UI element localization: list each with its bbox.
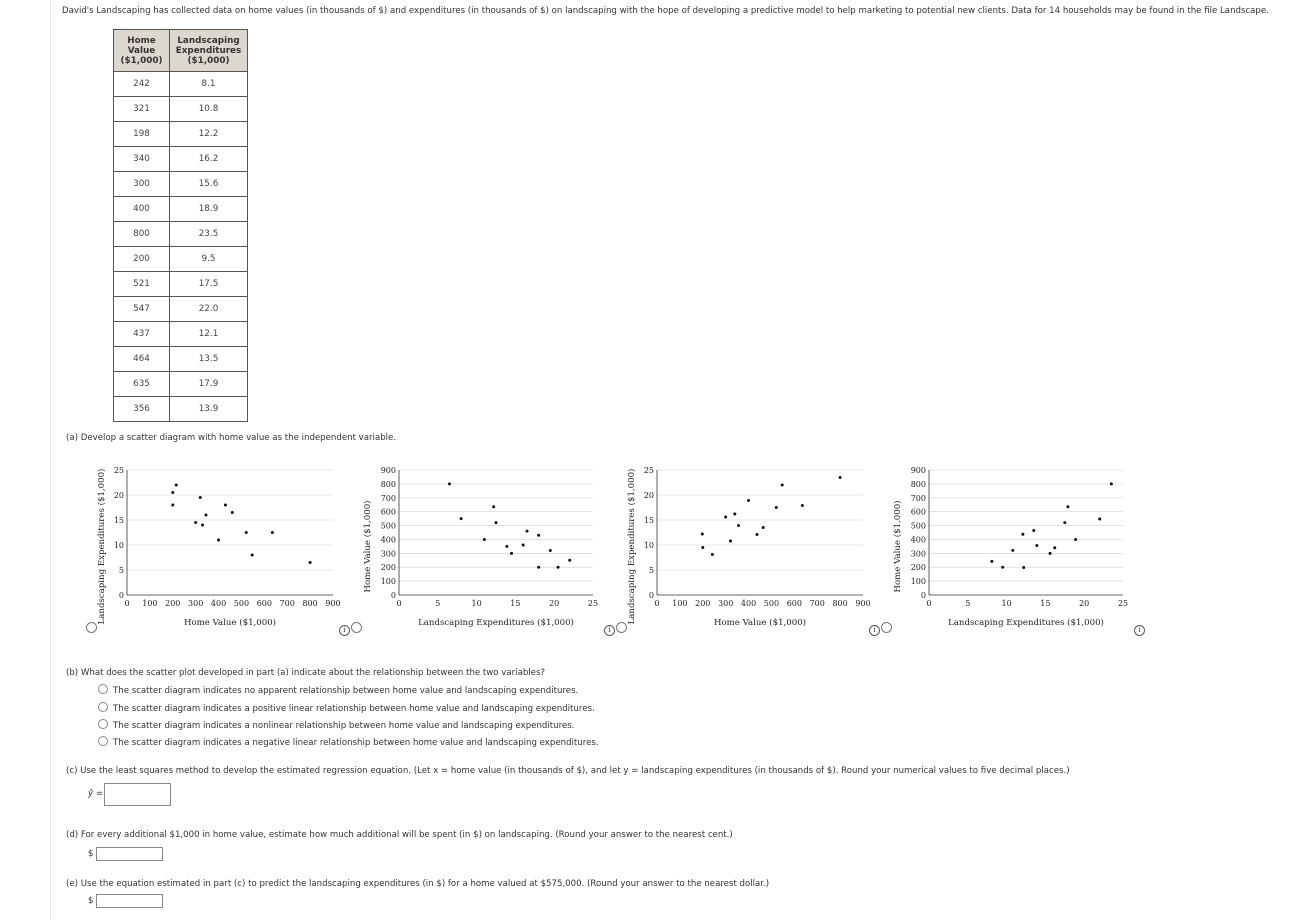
table-row — [114, 97, 248, 122]
expenditure-cell: 13.5 — [170, 347, 248, 372]
data-point — [711, 553, 714, 556]
scatter-chart-4 — [886, 462, 1136, 634]
x-tick-label: 100 — [142, 599, 158, 608]
x-tick-label: 15 — [1040, 599, 1051, 608]
y-axis-label: Home Value ($1,000) — [363, 500, 373, 593]
scatter-chart-2 — [356, 462, 606, 634]
radio-icon[interactable] — [98, 719, 108, 729]
chart-3-info-icon[interactable]: i — [869, 625, 880, 636]
x-tick-label: 20 — [549, 599, 560, 608]
data-point — [1074, 538, 1077, 541]
x-axis-label: Home Value ($1,000) — [713, 618, 807, 628]
x-tick-label: 0 — [654, 599, 660, 608]
x-tick-label: 10 — [471, 599, 482, 608]
part-d-question: (d) For every additional $1,000 in home value, estimate how much additional will be spent (in $) on landscaping. (Round your answer to the nearest cent.) — [66, 830, 733, 840]
chart-4-radio[interactable] — [881, 622, 892, 633]
expenditure-cell: 18.9 — [170, 197, 248, 222]
data-point — [194, 521, 197, 524]
data-point — [204, 514, 207, 517]
x-tick-label: 5 — [965, 599, 971, 608]
radio-icon[interactable] — [98, 736, 108, 746]
y-tick-label: 10 — [113, 541, 124, 550]
data-point — [448, 482, 451, 485]
home-value-cell: 242 — [114, 72, 170, 97]
x-tick-label: 300 — [718, 599, 734, 608]
home-value-cell: 321 — [114, 97, 170, 122]
y-tick-label: 200 — [380, 563, 396, 573]
option-negative-linear[interactable]: The scatter diagram indicates a negative linear relationship between home value and landscaping expenditures. — [98, 736, 599, 748]
x-tick-label: 15 — [510, 599, 521, 608]
x-tick-label: 25 — [587, 599, 599, 608]
data-point — [492, 505, 495, 508]
radio-icon[interactable] — [98, 684, 108, 694]
table-row — [114, 172, 248, 197]
y-tick-label: 100 — [910, 577, 926, 587]
x-tick-label: 10 — [1001, 599, 1012, 608]
y-tick-label: 200 — [910, 563, 926, 573]
y-tick-label: 0 — [118, 591, 124, 600]
x-axis-label: Home Value ($1,000) — [183, 618, 277, 628]
header-home-value: Home Value ($1,000) — [114, 30, 170, 72]
chart-4-info-icon[interactable]: i — [1134, 625, 1145, 636]
table-row — [114, 222, 248, 247]
y-tick-label: 400 — [380, 535, 396, 545]
y-tick-label: 900 — [380, 466, 396, 475]
x-tick-label: 700 — [809, 599, 825, 608]
data-point — [701, 533, 704, 536]
table-body — [114, 72, 248, 422]
data-point — [537, 534, 540, 537]
additional-spend-input[interactable] — [96, 847, 163, 861]
table-row — [114, 322, 248, 347]
data-point — [781, 484, 784, 487]
data-point — [460, 517, 463, 520]
data-point — [724, 516, 727, 519]
y-tick-label: 300 — [380, 549, 396, 559]
home-value-cell: 340 — [114, 147, 170, 172]
data-point — [505, 545, 508, 548]
y-tick-label: 600 — [380, 507, 396, 517]
table-row — [114, 297, 248, 322]
x-tick-label: 400 — [740, 599, 757, 608]
part-a-question: (a) Develop a scatter diagram with home value as the independent variable. — [66, 433, 397, 443]
table-row — [114, 247, 248, 272]
expenditure-cell: 8.1 — [170, 72, 248, 97]
y-axis-label: Landscaping Expenditures ($1,000) — [97, 468, 107, 625]
expenditure-cell: 22.0 — [170, 297, 248, 322]
home-value-cell: 198 — [114, 122, 170, 147]
x-tick-label: 600 — [256, 599, 272, 608]
home-value-cell: 400 — [114, 197, 170, 222]
part-c-question: (c) Use the least squares method to develop the estimated regression equation. (Let x = home value (in thousands of $), and let y = landscaping expenditures (in thousands of $). Round your numerical values to five decimal places.) — [66, 766, 1070, 776]
table-row — [114, 397, 248, 422]
data-point — [701, 546, 704, 549]
x-tick-label: 900 — [855, 599, 871, 608]
x-tick-label: 700 — [279, 599, 295, 608]
y-tick-label: 5 — [118, 566, 124, 575]
data-point — [1001, 566, 1004, 569]
data-point — [990, 560, 993, 563]
y-tick-label: 300 — [910, 549, 926, 559]
data-point — [510, 552, 513, 555]
yhat-label: ŷ = — [88, 789, 104, 799]
x-tick-label: 300 — [188, 599, 204, 608]
data-point — [557, 566, 560, 569]
x-tick-label: 800 — [832, 599, 848, 608]
home-value-cell: 547 — [114, 297, 170, 322]
home-value-cell: 800 — [114, 222, 170, 247]
chart-1-info-icon[interactable]: i — [339, 625, 350, 636]
y-tick-label: 10 — [643, 541, 654, 550]
table-row — [114, 72, 248, 97]
radio-icon[interactable] — [98, 702, 108, 712]
expenditure-cell: 23.5 — [170, 222, 248, 247]
x-tick-label: 200 — [165, 599, 181, 608]
y-tick-label: 700 — [380, 493, 396, 503]
data-point — [747, 499, 750, 502]
regression-equation-input[interactable] — [104, 783, 171, 806]
data-point — [537, 566, 540, 569]
data-point — [1022, 566, 1025, 569]
home-value-cell: 635 — [114, 372, 170, 397]
y-tick-label: 400 — [910, 535, 926, 545]
chart-2-radio[interactable] — [351, 622, 362, 633]
table-row — [114, 372, 248, 397]
data-point — [1063, 521, 1066, 524]
home-value-cell: 300 — [114, 172, 170, 197]
data-point — [231, 511, 234, 514]
expenditure-cell: 16.2 — [170, 147, 248, 172]
data-point — [839, 476, 842, 479]
x-tick-label: 600 — [786, 599, 802, 608]
y-tick-label: 0 — [390, 591, 396, 600]
data-point — [762, 526, 765, 529]
data-point — [1110, 482, 1113, 485]
y-tick-label: 100 — [380, 577, 396, 587]
home-value-cell: 200 — [114, 247, 170, 272]
option-no-relationship[interactable]: The scatter diagram indicates no apparent relationship between home value and landscaping expenditures. — [98, 684, 578, 696]
prediction-input[interactable] — [96, 894, 163, 908]
left-rule — [50, 0, 51, 920]
data-point — [483, 538, 486, 541]
x-tick-label: 25 — [1117, 599, 1129, 608]
data-point — [737, 524, 740, 527]
y-tick-label: 900 — [910, 466, 926, 475]
y-tick-label: 20 — [643, 491, 654, 500]
data-point — [733, 513, 736, 516]
expenditure-cell: 15.6 — [170, 172, 248, 197]
home-value-cell: 356 — [114, 397, 170, 422]
y-axis-label: Landscaping Expenditures ($1,000) — [627, 468, 637, 625]
y-tick-label: 500 — [910, 521, 926, 531]
data-table — [113, 29, 248, 422]
x-tick-label: 500 — [233, 599, 250, 608]
chart-3-radio[interactable] — [616, 622, 627, 633]
x-tick-label: 0 — [124, 599, 130, 608]
y-tick-label: 500 — [380, 521, 396, 531]
data-point — [251, 554, 254, 557]
expenditure-cell: 10.8 — [170, 97, 248, 122]
table-row — [114, 147, 248, 172]
data-point — [224, 504, 227, 507]
table-row — [114, 197, 248, 222]
y-tick-label: 800 — [910, 479, 926, 489]
x-tick-label: 20 — [1079, 599, 1090, 608]
x-tick-label: 100 — [672, 599, 688, 608]
data-point — [549, 549, 552, 552]
data-point — [1053, 546, 1056, 549]
x-tick-label: 800 — [302, 599, 318, 608]
expenditure-cell: 9.5 — [170, 247, 248, 272]
x-tick-label: 0 — [396, 599, 402, 608]
data-point — [1049, 552, 1052, 555]
expenditure-cell: 13.9 — [170, 397, 248, 422]
data-point — [175, 484, 178, 487]
option-nonlinear[interactable]: The scatter diagram indicates a nonlinear relationship between home value and landscaping expenditures. — [98, 719, 574, 731]
home-value-cell: 437 — [114, 322, 170, 347]
part-e-question: (e) Use the equation estimated in part (c) to predict the landscaping expenditures (in $) for a home valued at $575,000. (Round your answer to the nearest dollar.) — [66, 879, 770, 889]
y-tick-label: 5 — [648, 566, 654, 575]
x-tick-label: 5 — [435, 599, 441, 608]
chart-1-radio[interactable] — [86, 622, 97, 633]
x-tick-label: 500 — [763, 599, 780, 608]
data-point — [522, 544, 525, 547]
y-tick-label: 25 — [113, 466, 124, 475]
data-point — [801, 504, 804, 507]
y-tick-label: 25 — [643, 466, 654, 475]
y-tick-label: 15 — [113, 516, 124, 525]
data-point — [775, 506, 778, 509]
data-point — [756, 533, 759, 536]
data-point — [217, 539, 220, 542]
y-tick-label: 0 — [920, 591, 926, 600]
part-b-question: (b) What does the scatter plot developed in part (a) indicate about the relationship between the two variables? — [66, 668, 546, 678]
data-point — [201, 524, 204, 527]
data-point — [1098, 518, 1101, 521]
data-point — [1021, 533, 1024, 536]
data-point — [271, 531, 274, 534]
data-point — [729, 540, 732, 543]
expenditure-cell: 17.5 — [170, 272, 248, 297]
table-row — [114, 272, 248, 297]
x-tick-label: 900 — [325, 599, 341, 608]
x-tick-label: 0 — [926, 599, 932, 608]
data-point — [495, 521, 498, 524]
home-value-cell: 521 — [114, 272, 170, 297]
expenditure-cell: 17.9 — [170, 372, 248, 397]
data-point — [1066, 505, 1069, 508]
expenditure-cell: 12.1 — [170, 322, 248, 347]
scatter-chart-1 — [90, 462, 345, 634]
data-point — [1035, 544, 1038, 547]
data-point — [526, 530, 529, 533]
chart-2-info-icon[interactable]: i — [604, 625, 615, 636]
data-point — [1032, 529, 1035, 532]
option-positive-linear[interactable]: The scatter diagram indicates a positive linear relationship between home value and landscaping expenditures. — [98, 702, 595, 714]
table-row — [114, 347, 248, 372]
home-value-cell: 464 — [114, 347, 170, 372]
data-point — [1011, 549, 1014, 552]
data-point — [309, 561, 312, 564]
x-axis-label: Landscaping Expenditures ($1,000) — [418, 618, 574, 628]
y-axis-label: Home Value ($1,000) — [893, 500, 903, 593]
y-tick-label: 700 — [910, 493, 926, 503]
data-point — [568, 559, 571, 562]
table-row — [114, 122, 248, 147]
y-tick-label: 800 — [380, 479, 396, 489]
data-point — [171, 504, 174, 507]
expenditure-cell: 12.2 — [170, 122, 248, 147]
data-point — [199, 496, 202, 499]
x-axis-label: Landscaping Expenditures ($1,000) — [948, 618, 1104, 628]
data-point — [245, 531, 248, 534]
currency-label-d: $ — [88, 849, 94, 859]
y-tick-label: 600 — [910, 507, 926, 517]
x-tick-label: 400 — [210, 599, 227, 608]
currency-label-e: $ — [88, 896, 94, 906]
y-tick-label: 0 — [648, 591, 654, 600]
data-point — [171, 491, 174, 494]
x-tick-label: 200 — [695, 599, 711, 608]
y-tick-label: 20 — [113, 491, 124, 500]
y-tick-label: 15 — [643, 516, 654, 525]
scatter-chart-3 — [620, 462, 875, 634]
header-landscaping: Landscaping Expenditures ($1,000) — [170, 30, 248, 72]
problem-intro: David's Landscaping has collected data on home values (in thousands of $) and expenditures (in thousands of $) on landscaping with the hope of developing a predictive model to help marketing to potential new clients. Data for 14 households may be found in the file Landscape. — [62, 6, 1269, 16]
